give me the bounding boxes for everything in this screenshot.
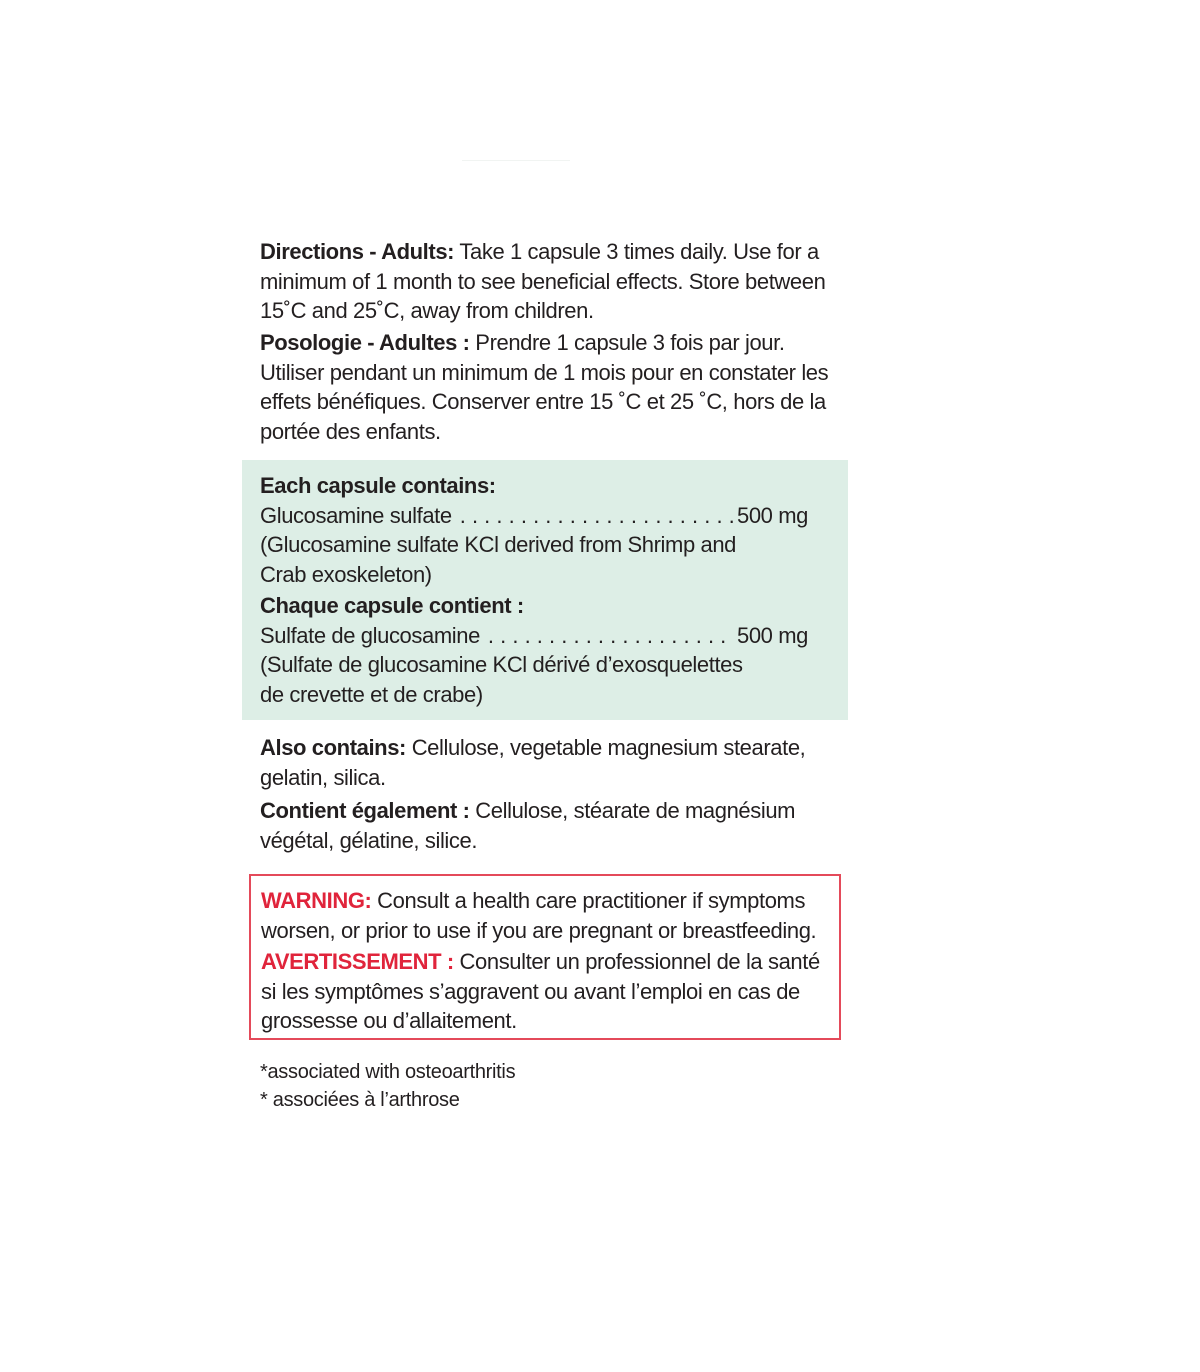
ingredients-en-title: Each capsule contains: [260,473,496,498]
also-contains-en [260,733,820,792]
also-contains-en-text: Cellulose, vegetable magnesium stearate, gelatin, silica. [260,735,806,790]
ingredients-fr-title: Chaque capsule contient : [260,593,524,618]
directions-fr [260,328,850,446]
also-contains-fr-text: Cellulose, stéarate de magnésium végétal, gélatine, silice. [260,798,796,853]
ingredient-en-note-2: Crab exoskeleton) [260,561,432,587]
ingredient-en-amount: 500 mg [737,502,808,528]
ingredient-fr-amount: 500 mg [737,622,808,648]
dot-leader [460,501,733,531]
ingredients-panel [242,460,848,720]
warning-en-text: Consult a health care practitioner if symptoms worsen, or prior to use if you are pregnant or breastfeeding. [261,888,817,943]
footnote-fr: * associées à l’arthrose [260,1088,460,1111]
warning-fr-heading: AVERTISSEMENT : [261,949,454,974]
ingredient-fr-note-2: de crevette et de crabe) [260,681,483,707]
dot-leader [488,621,733,651]
ingredient-fr-note-1: (Sulfate de glucosamine KCl dérivé d’exosquelettes [260,652,743,677]
ingredient-row-en [260,501,808,531]
warning-en-heading: WARNING: [261,888,372,913]
also-contains-fr-heading: Contient également : [260,798,470,823]
also-contains-fr [260,796,820,855]
directions-en [260,237,850,326]
ingredient-en-name: Glucosamine sulfate [260,502,452,528]
directions-en-heading: Directions - Adults: [260,239,455,264]
footnotes [260,1059,760,1114]
warning-fr [261,947,831,1036]
warning-en [261,886,831,945]
also-contains-en-heading: Also contains: [260,735,406,760]
ingredients-en [260,471,820,589]
directions-fr-text: Prendre 1 capsule 3 fois par jour. Utiliser pendant un minimum de 1 mois pour en constater les effets bénéfiques. Conserver entre 15 ˚C et 25 ˚C, hors de la portée des enfants. [260,330,829,444]
ingredient-row-fr [260,621,808,651]
directions-fr-heading: Posologie - Adultes : [260,330,470,355]
ingredient-fr-name: Sulfate de glucosamine [260,622,480,648]
footnote-en: *associated with osteoarthritis [260,1061,516,1083]
warning-fr-text: Consulter un professionnel de la santé si les symptômes s’aggravent ou avant l’emploi en cas de grossesse ou d’allaitement. [261,949,820,1033]
ingredient-en-note-1: (Glucosamine sulfate KCl derived from Shrimp and [260,532,737,557]
divider [462,160,570,161]
warning-box [249,874,841,1040]
ingredients-fr [260,591,820,709]
directions-en-text: Take 1 capsule 3 times daily. Use for a minimum of 1 month to see beneficial effects. Store between 15˚C and 25˚C, away from children. [260,239,826,323]
